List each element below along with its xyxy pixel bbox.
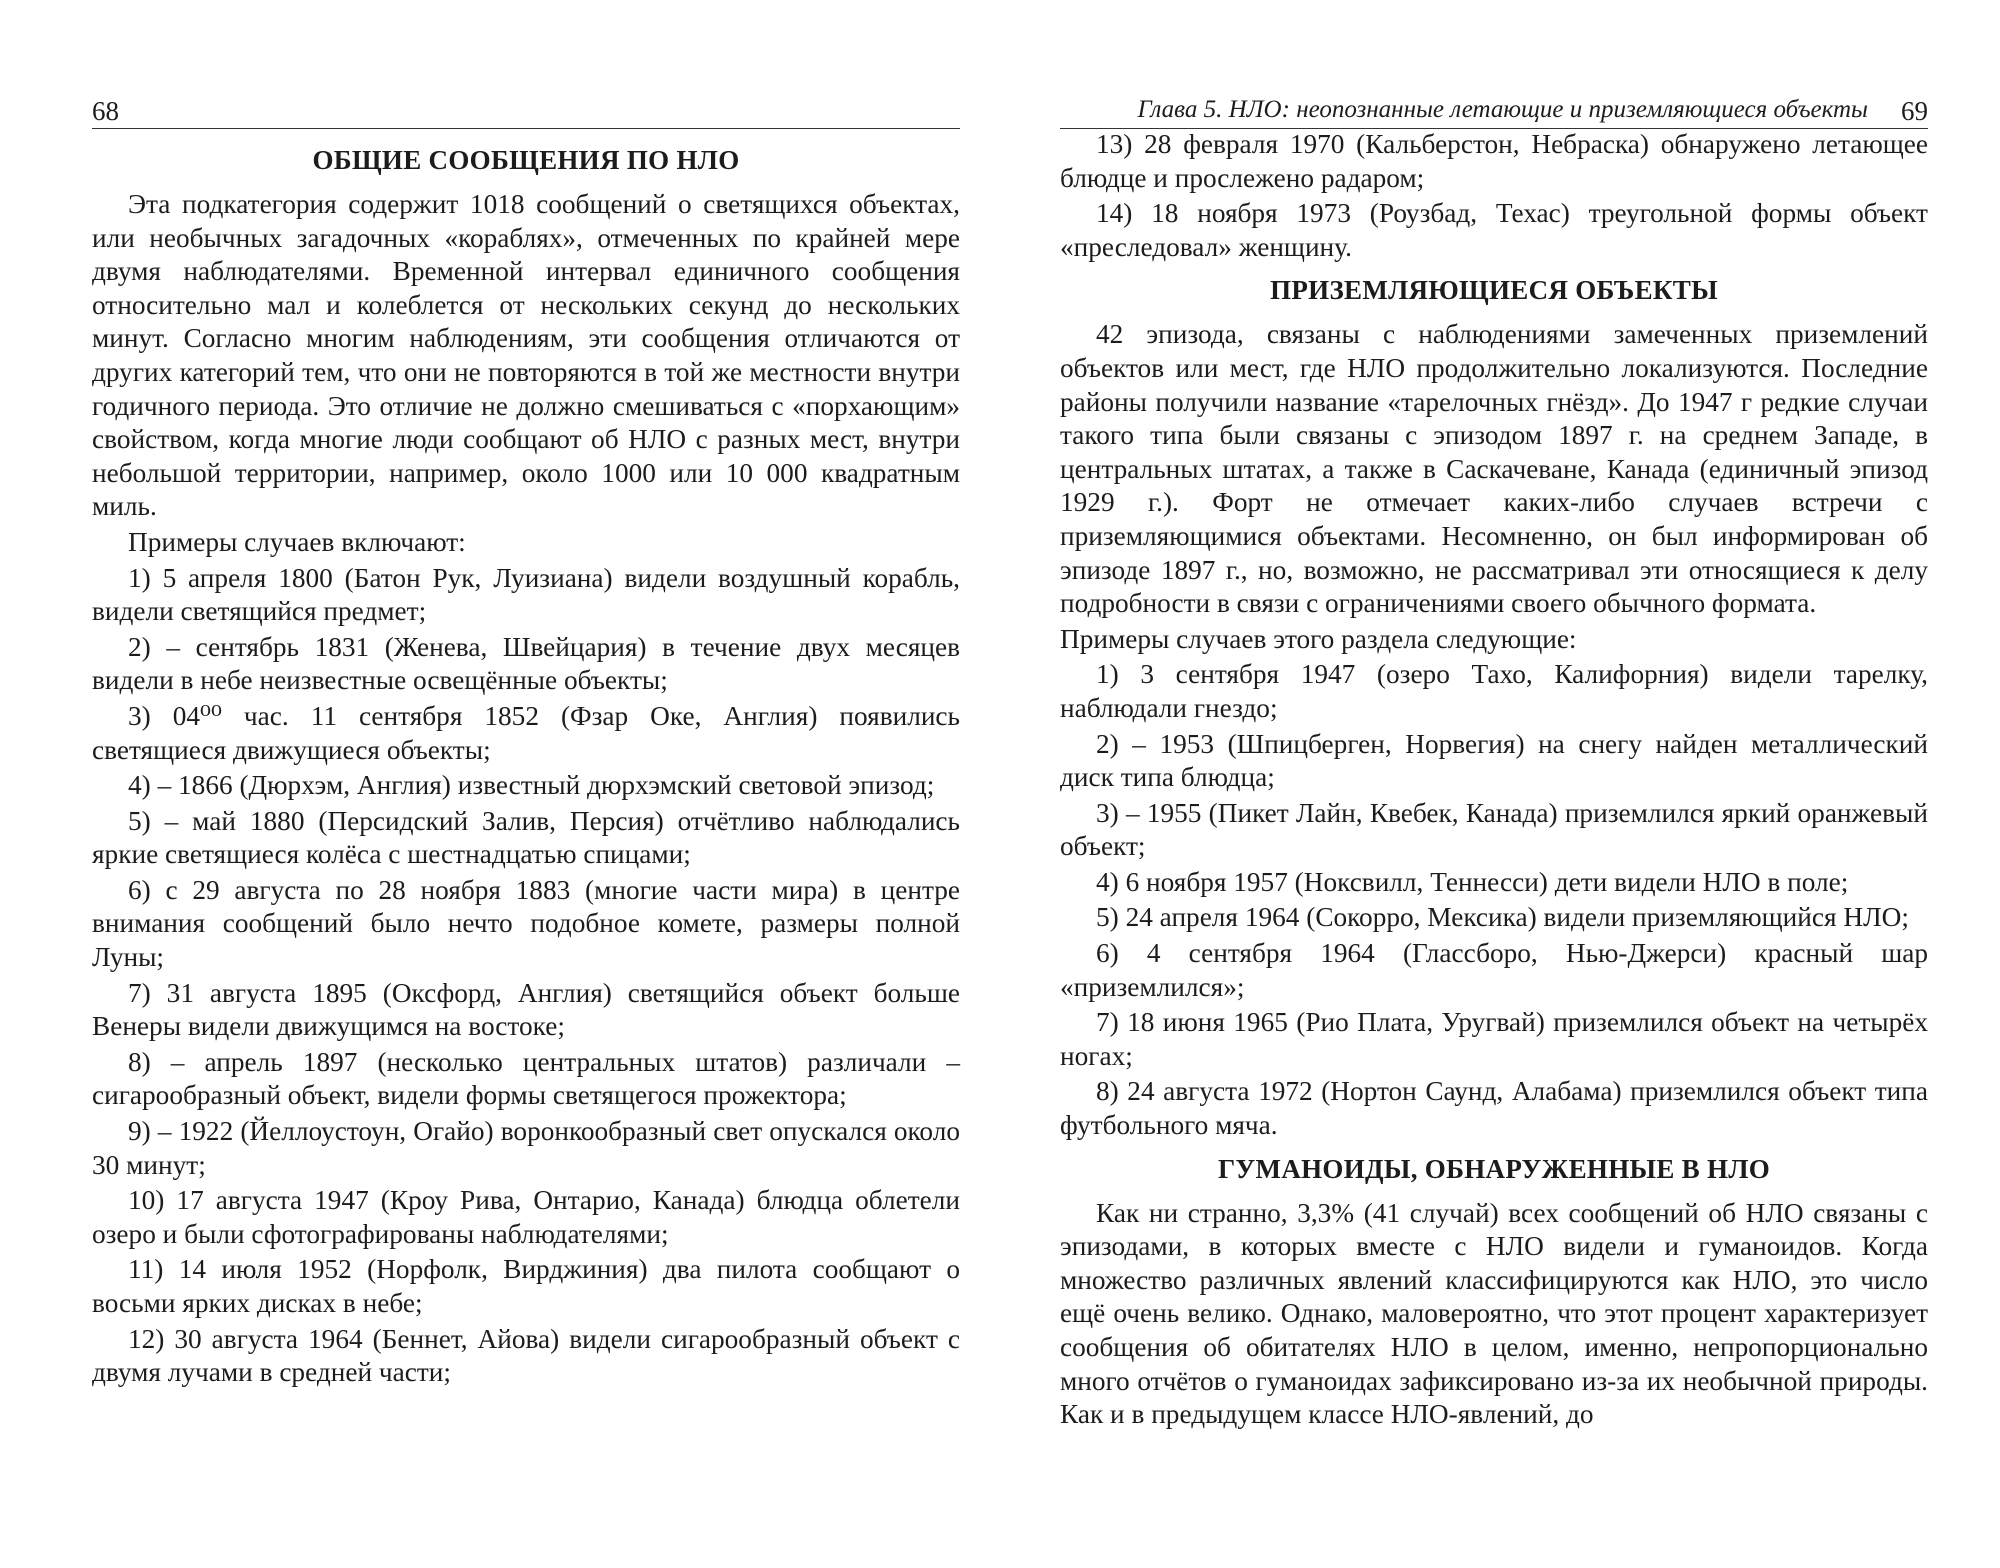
list-item: 7) 31 августа 1895 (Оксфорд, Англия) светящийся объект больше Венеры видели движущимся на востоке; [92,977,960,1042]
list-item: 5) 24 апреля 1964 (Сокорро, Мексика) видели приземляющийся НЛО; [1096,902,1909,933]
list-item: 8) 24 августа 1972 (Нортон Саунд, Алабама) приземлился объект типа футбольного мяча. [1060,1076,1928,1141]
right-page [1060,0,1928,1568]
examples-lead: Примеры случаев этого раздела следующие: [1060,623,1577,654]
left-running-head [92,92,960,129]
list-item: 8) – апрель 1897 (несколько центральных штатов) различали – сигарообразный объект, видели формы светящегося прожектора; [92,1046,960,1111]
list-item: 3) – 1955 (Пикет Лайн, Квебек, Канада) приземлился яркий оранжевый объект; [1060,797,1928,862]
list-item: 9) – 1922 (Йеллоустоун, Огайо) воронкообразный свет опускался около 30 минут; [92,1116,960,1180]
page-number: 69 [1901,96,1928,126]
page-number: 68 [92,96,119,126]
list-item: 12) 30 августа 1964 (Беннет, Айова) видели сигарообразный объект с двумя лучами в средней части; [92,1323,960,1388]
right-running-head [1060,92,1928,129]
list-item: 13) 28 февраля 1970 (Кальберстон, Небраска) обнаружено летающее блюдце и прослежено радаром; [1060,129,1928,193]
list-item: 7) 18 июня 1965 (Рио Плата, Уругвай) приземлился объект на четырёх ногах; [1060,1007,1928,1071]
chapter-title: Глава 5. НЛО: неопознанные летающие и приземляющиеся объекты [1137,96,1868,123]
intro-paragraph: Как ни странно, 3,3% (41 случай) всех сообщений об НЛО связаны с эпизодами, в которых вместе с НЛО видели и гуманоидов. Когда множество различных явлений классифицируются как НЛО, это число ещё очень велико. Однако, маловероятно, что этот процент характеризует сообщения об обитателях НЛО в целом, именно, непропорционально много отчётов о гуманоидах зафиксировано из-за их необычной природы. Как и в предыдущем классе НЛО-явлений, до [1060,1197,1928,1430]
list-item: 10) 17 августа 1947 (Кроу Рива, Онтарио, Канада) блюдца облетели озеро и были сфотографированы наблюдателями; [92,1185,960,1249]
list-item: 6) 4 сентября 1964 (Глассборо, Нью-Джерси) красный шар «приземлился»; [1060,938,1928,1002]
section-heading-humanoids: ГУМАНОИДЫ, ОБНАРУЖЕННЫЕ В НЛО [1217,1153,1771,1184]
list-item: 1) 5 апреля 1800 (Батон Рук, Луизиана) видели воздушный корабль, видели светящийся предмет; [92,562,960,627]
section-heading-landing-objects: ПРИЗЕМЛЯЮЩИЕСЯ ОБЪЕКТЫ [1270,275,1718,306]
list-item: 6) с 29 августа по 28 ноября 1883 (многие части мира) в центре внимания сообщений было нечто подобное комете, размеры полной Луны; [92,874,960,973]
list-item: 2) – 1953 (Шпицберген, Норвегия) на снегу найден металлический диск типа блюдца; [1060,728,1928,793]
left-page-content [92,142,960,1390]
section-heading-general-reports: ОБЩИЕ СООБЩЕНИЯ ПО НЛО [312,145,740,175]
list-item: 4) – 1866 (Дюрхэм, Англия) известный дюрхэмский световой эпизод; [128,770,935,801]
list-item: 1) 3 сентября 1947 (озеро Тахо, Калифорния) видели тарелку, наблюдали гнездо; [1060,659,1928,723]
list-item: 4) 6 ноября 1957 (Ноксвилл, Теннесси) дети видели НЛО в поле; [1096,866,1849,897]
intro-paragraph: Эта подкатегория содержит 1018 сообщений о светящихся объектах, или необычных загадочных «кораблях», отмеченных по крайней мере двумя наблюдателями. Временной интервал единичного сообщения относительно мал и колеблется от нескольких секунд до нескольких минут. Согласно многим наблюдениям, эти сообщения отличаются от других категорий тем, что они не повторяются в той же местности внутри годичного периода. Это отличие не должно смешиваться с «порхающим» свойством, когда многие люди сообщают об НЛО с разных мест, внутри небольшой территории, например, около 1000 или 10 000 квадратным миль. [92,189,960,522]
right-page-content [1060,126,1928,1432]
list-item: 3) 04⁰⁰ час. 11 сентября 1852 (Фзар Оке, Англия) появились светящиеся движущиеся объекты; [92,700,960,765]
list-item: 5) – май 1880 (Персидский Залив, Персия) отчётливо наблюдались яркие светящиеся колёса с шестнадцатью спицами; [92,805,960,870]
intro-paragraph: 42 эпизода, связаны с наблюдениями замеченных приземлений объектов или мест, где НЛО продолжительно локализуются. Последние районы получили название «тарелочных гнёзд». До 1947 г редкие случаи такого типа были связаны с эпизодом 1897 г. на среднем Западе, в центральных штатах, а также в Саскачеване, Канада (единичный эпизод 1929 г.). Форт не отмечает каких-либо случаев встречи с приземляющимися объектами. Несомненно, он был информирован об эпизоде 1897 г., но, возможно, не рассматривал эти относящиеся к делу подробности в связи с ограничениями своего обычного формата. [1060,319,1928,619]
left-page [92,0,960,1568]
list-item: 2) – сентябрь 1831 (Женева, Швейцария) в течение двух месяцев видели в небе неизвестные освещённые объекты; [92,631,960,696]
examples-lead: Примеры случаев включают: [128,526,466,557]
list-item: 11) 14 июля 1952 (Норфолк, Вирджиния) два пилота сообщают о восьми ярких дисках в небе; [92,1254,960,1318]
list-item: 14) 18 ноября 1973 (Роузбад, Техас) треугольной формы объект «преследовал» женщину. [1060,198,1928,262]
